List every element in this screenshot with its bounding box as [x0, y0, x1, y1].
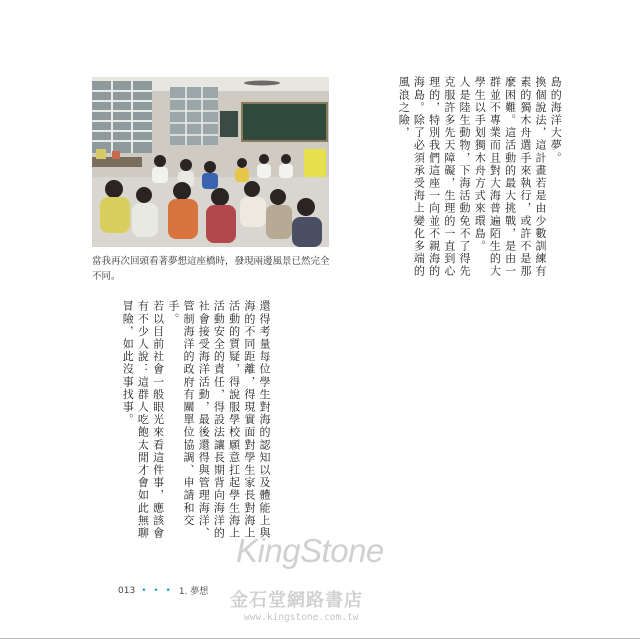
photo-caption: 當我再次回頭看著夢想這座橋時，發現兩邊風景已然完全不同。 [92, 256, 330, 282]
paragraph: 島的海洋大夢。 [549, 76, 563, 165]
watermark-logo: KingStone [236, 532, 384, 569]
vertical-text-column-left [120, 300, 272, 550]
footer-dots: • • • [141, 585, 173, 596]
page-footer [118, 584, 208, 597]
paragraph: 人是陸生動物，下海活動免不了得先克服許多先天障礙，生理的一直到心理的，特別我們這座一向並不親海的海島。除了必須承受海上變化多端的風浪之險， [397, 76, 472, 278]
vertical-text-column-right [396, 76, 563, 288]
watermark-store-name: 金石堂網路書店 [230, 590, 363, 611]
bottom-divider [0, 638, 640, 639]
paragraph: 換個說法，這計畫若是由少數訓練有素的獨木舟選手來執行，或許不是那麼困難。這活動的最大挑戰，是由一群並不專業而且對大海普遍陌生的大學生以手划獨木舟方式來環島。 [473, 76, 548, 278]
paragraph: 若以目前社會一般眼光來看這件事，應該會有不少人說：這群人吃飽太閒才會如此無聊冒險，如此沒事找事。 [121, 300, 165, 540]
chapter-title: 1. 夢想 [178, 587, 209, 597]
watermark-url: www.kingstone.com.tw [244, 612, 359, 623]
paragraph: 還得考量每位學生對海的認知以及體能上與海的不同距離，得現實面對學生家長對海上活動的質疑，得說服學校願意扛起學生海上活動安全的責任，得設法讓長期背向海洋的社會接受海洋活動，最後還得與管理海洋、管制海洋的政府有關單位協調、申請和交手。 [166, 300, 272, 540]
classroom-photo [92, 77, 329, 247]
classroom-photo-illustration [92, 77, 329, 247]
page-number: 013 [118, 585, 136, 596]
